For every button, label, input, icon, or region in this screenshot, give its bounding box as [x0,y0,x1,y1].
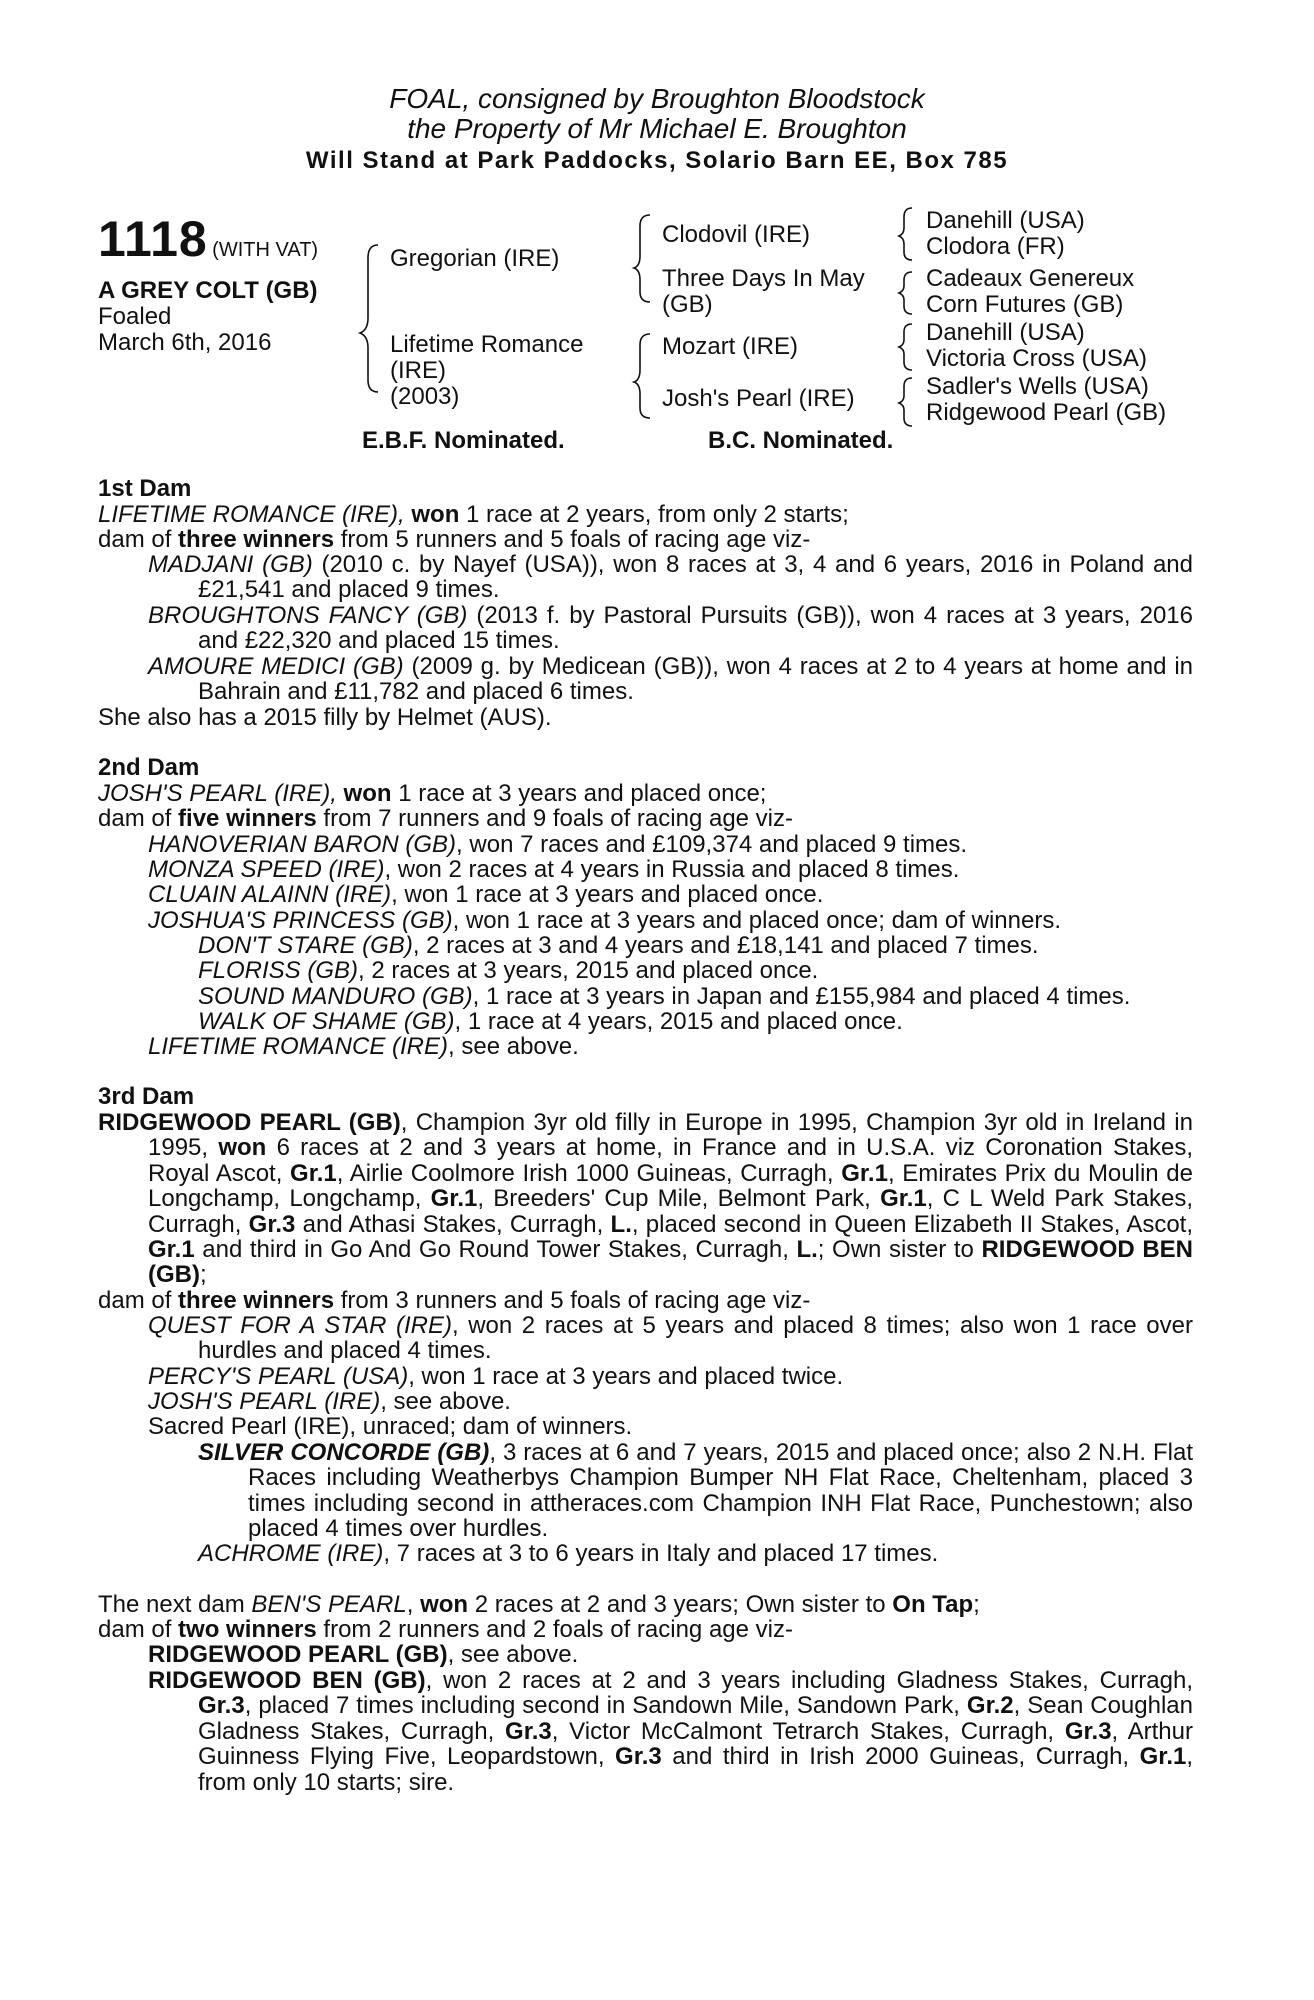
child-text: , won 2 races at 4 years in Russia and placed 8 times. [384,856,960,883]
bc-nominated: B.C. Nominated. [708,427,894,454]
third-dam-child-4: Sacred Pearl (IRE), unraced; dam of winners. [148,1413,633,1440]
child-name: CLUAIN ALAINN (IRE) [148,881,392,908]
sire-dam-line-1: Three Days In May [662,265,865,292]
lot-title: A GREY COLT (GB) [98,277,318,304]
winners-count: five winners [178,805,317,832]
header-line-3: Will Stand at Park Paddocks, Solario Barn EE, Box 785 [305,147,1009,174]
lot-vat: (WITH VAT) [212,239,319,261]
text: ; Own sister to [817,1236,982,1264]
second-dam-won: won [343,780,392,807]
second-dam-grandchild-3 [198,984,1130,1009]
child-name: LIFETIME ROMANCE (IRE) [148,1033,449,1060]
dam-dam: Josh's Pearl (IRE) [662,385,855,412]
winners-count: three winners [178,526,335,553]
grade: L. [610,1210,632,1238]
grade: Gr.1 [841,1159,888,1187]
grandchild-name: WALK OF SHAME (GB) [198,1008,455,1035]
child-text: , won 1 race at 3 years and placed once; dam of winners. [452,907,1061,934]
second-dam-grandchild-2 [198,958,818,983]
first-dam-progeny-1 [98,552,1193,603]
child-name: JOSHUA'S PRINCESS (GB) [148,907,453,934]
brace-mozart [899,324,912,370]
grade: Gr.1 [148,1236,195,1264]
text: and third in Irish 2000 Guineas, Curragh, [661,1743,1140,1771]
child-name: JOSH'S PEARL (IRE) [148,1388,381,1415]
dsd: Victoria Cross (USA) [926,345,1147,372]
main-brace [360,245,378,392]
brace-joshs-pearl [899,378,912,426]
grandchild-name: DON'T STARE (GB) [198,932,413,959]
second-dam-grandchild-4 [198,1009,903,1034]
second-dam-record-text: 1 race at 3 years and placed once; [391,780,767,807]
grade: Gr.3 [1064,1717,1112,1745]
grade: Gr.3 [198,1692,245,1720]
foaled-date: March 6th, 2016 [98,329,272,356]
sss: Danehill (USA) [926,207,1085,234]
text: , won 2 races at 2 and 3 years including Gladness Stakes, Curragh, [425,1667,1193,1694]
child-text: , won 7 races and £109,374 and placed 9 times. [456,831,968,858]
third-dam-child-3 [148,1389,511,1414]
grade: Gr.1 [290,1159,337,1187]
second-dam-child-2 [148,857,959,882]
first-dam-won: won [411,501,460,528]
progeny-name: AMOURE MEDICI (GB) [148,653,404,680]
won: won [420,1591,469,1618]
second-dam-heading: 2nd Dam [98,754,200,781]
winners-count: two winners [178,1616,317,1643]
child-name: RIDGEWOOD PEARL (GB) [148,1641,448,1668]
second-dam-grandchild-1 [198,933,1039,958]
own-sister: On Tap [892,1591,974,1618]
ebf-nominated: E.B.F. Nominated. [362,427,565,454]
text: , Sean Coughlan Gladness Stakes, Curragh, [198,1692,1193,1745]
sire-dam-line-2: (GB) [662,291,713,318]
grandchild-text: , 7 races at 3 to 6 years in Italy and placed 17 times. [383,1540,939,1567]
grandchild-text: , 3 races at 6 and 7 years, 2015 and placed once; also 2 N.H. Flat Races including Weatherbys Champion Bumper NH Flat Race, Cheltenham, placed 3 times including second in attheraces.com Champion INH Flat Race, Punchestown; also placed 4 times over hurdles. [248,1439,1193,1543]
second-dam-record [98,781,766,806]
progeny-text: (2013 f. by Pastoral Pursuits (GB)), won 4 races at 3 years, 2016 and £22,320 and placed 15 times. [198,602,1193,655]
dds: Sadler's Wells (USA) [926,373,1149,400]
text: ; [199,1261,207,1289]
dam-of-text: dam of [98,1287,179,1314]
child-name: RIDGEWOOD BEN (GB) [148,1667,426,1694]
grandchild-text: , 1 race at 4 years, 2015 and placed once. [454,1008,903,1035]
grandchild-text: , 2 races at 3 years, 2015 and placed once. [358,957,819,984]
grade: Gr.3 [248,1210,296,1238]
first-dam-record [98,502,849,527]
header-line-1: FOAL, consigned by Broughton Bloodstock [389,83,925,114]
third-dam-name: RIDGEWOOD PEARL (GB) [98,1109,401,1136]
third-dam-child-2 [148,1364,843,1389]
grandchild-name: FLORISS (GB) [198,957,359,984]
second-dam-dam-of [98,806,793,831]
dss: Danehill (USA) [926,319,1085,346]
second-dam-name: JOSH'S PEARL (IRE), [98,780,337,807]
first-dam-progeny-3 [98,654,1193,705]
next-dam-name: BEN'S PEARL [251,1591,407,1618]
third-dam-record [98,1110,1193,1288]
third-dam-heading: 3rd Dam [98,1083,195,1110]
child-text: , see above. [447,1641,579,1668]
text: , [406,1591,421,1618]
progeny-name: BROUGHTONS FANCY (GB) [148,602,468,629]
dam-line-2: (IRE) [390,357,446,384]
second-dam-child-5 [148,1034,579,1059]
text: 6 races at 2 and 3 years at home, in France and in U.S.A. viz Coronation Stakes, Royal Ascot, [148,1134,1193,1187]
grandchild-name: SOUND MANDURO (GB) [198,983,473,1010]
text: , from only 10 starts; sire. [198,1743,1194,1796]
next-dam-child-1 [148,1642,578,1667]
dam-line-3: (2003) [390,383,460,410]
third-dam-grandchild-2 [198,1541,938,1566]
own-sister: RIDGEWOOD BEN (GB) [148,1236,1194,1289]
brace-three-days [899,272,912,314]
grade: Gr.1 [880,1185,927,1213]
grade: Gr.3 [615,1743,662,1771]
child-name: QUEST FOR A STAR (IRE) [148,1312,452,1339]
foaled-label: Foaled [98,303,172,330]
first-dam-heading: 1st Dam [98,475,192,502]
sire-sire: Clodovil (IRE) [662,221,811,248]
sire: Gregorian (IRE) [390,245,560,272]
dam-line-1: Lifetime Romance [390,331,584,358]
first-dam-record-text: 1 race at 2 years, from only 2 starts; [459,501,849,528]
text: 2 races at 2 and 3 years; Own sister to [468,1591,893,1618]
second-dam-child-3 [148,882,823,907]
child-name: HANOVERIAN BARON (GB) [148,831,457,858]
third-dam-grandchild-1 [198,1440,1193,1542]
grandchild-text: , 2 races at 3 and 4 years and £18,141 and placed 7 times. [412,932,1039,959]
dam-of-rest: from 2 runners and 2 foals of racing age viz- [316,1616,793,1643]
text: , C L Weld Park Stakes, Curragh, [148,1185,1193,1238]
grandchild-name: ACHROME (IRE) [198,1540,384,1567]
sds: Cadeaux Genereux [926,265,1135,292]
grade: Gr.1 [430,1185,478,1213]
grade: Gr.2 [966,1692,1014,1720]
text: , Champion 3yr old filly in Europe in 1995, Champion 3yr old in Ireland in 1995, [148,1109,1193,1162]
ddd: Ridgewood Pearl (GB) [926,399,1167,426]
text: The next dam [98,1591,252,1618]
grade: Gr.3 [505,1717,552,1745]
dam-of-text: dam of [98,805,179,832]
text: and Athasi Stakes, Curragh, [295,1210,611,1238]
first-dam-also: She also has a 2015 filly by Helmet (AUS). [98,704,552,731]
text: , placed 7 times including second in Sandown Mile, Sandown Park, [244,1692,967,1720]
sire-brace [634,215,650,302]
child-text: , won 2 races at 5 years and placed 8 times; also won 1 race over hurdles and placed 4 times. [198,1312,1193,1365]
dam-of-text: dam of [98,1616,179,1643]
dam-of-rest: from 3 runners and 5 foals of racing age viz- [334,1287,811,1314]
first-dam-name: LIFETIME ROMANCE (IRE), [98,501,405,528]
sdd: Corn Futures (GB) [926,291,1124,318]
dam-brace [634,334,650,418]
text: , placed second in Queen Elizabeth II Stakes, Ascot, [631,1210,1194,1238]
third-dam-dam-of [98,1288,810,1313]
child-name: PERCY'S PEARL (USA) [148,1363,409,1390]
grandchild-name: SILVER CONCORDE (GB) [198,1439,490,1466]
text: ; [973,1591,980,1618]
winners-count: three winners [178,1287,335,1314]
text: , Arthur Guinness Flying Five, Leopardstown, [198,1717,1193,1771]
brace-clodovil [899,208,912,260]
child-name: MONZA SPEED (IRE) [148,856,385,883]
second-dam-child-4 [148,908,1061,933]
text: , Breeders' Cup Mile, Belmont Park, [477,1185,881,1213]
next-dam-dam-of [98,1617,793,1642]
third-dam-child-1 [98,1313,1193,1364]
header-line-2: the Property of Mr Michael E. Broughton [407,113,907,144]
progeny-name: MADJANI (GB) [148,551,313,578]
child-text: , won 1 race at 3 years and placed once. [391,881,824,908]
child-text: , see above. [448,1033,579,1060]
text: and third in Go And Go Round Tower Stakes, Curragh, [194,1236,797,1264]
next-dam-child-2 [98,1668,1193,1795]
text: , Airlie Coolmore Irish 1000 Guineas, Curragh, [336,1159,842,1187]
first-dam-progeny-2 [98,603,1193,654]
text: , Emirates Prix du Moulin de Longchamp, Longchamp, [148,1159,1193,1213]
dam-of-text: dam of [98,526,179,553]
dam-of-rest: from 7 runners and 9 foals of racing age viz- [316,805,794,832]
second-dam-child-1 [148,832,967,857]
grandchild-text: , 1 race at 3 years in Japan and £155,984 and placed 4 times. [472,983,1131,1010]
progeny-text: (2010 c. by Nayef (USA)), won 8 races at 3, 4 and 6 years, 2016 in Poland and £21,541 and placed 9 times. [198,551,1193,604]
dam-sire: Mozart (IRE) [662,333,799,360]
child-text: , see above. [380,1388,511,1415]
dam-of-rest: from 5 runners and 5 foals of racing age viz- [334,526,811,553]
first-dam-dam-of [98,527,810,552]
text: , Victor McCalmont Tetrarch Stakes, Curragh, [551,1717,1065,1745]
grade: Gr.1 [1139,1743,1187,1771]
progeny-text: (2009 g. by Medicean (GB)), won 4 races at 2 to 4 years at home and in Bahrain and £11,782 and placed 6 times. [198,653,1194,706]
won: won [218,1134,267,1162]
next-dam-record [98,1592,980,1617]
grade: L. [796,1236,818,1264]
ssd: Clodora (FR) [926,233,1065,260]
lot-number: 1118 [98,211,208,267]
child-text: , won 1 race at 3 years and placed twice. [408,1363,844,1390]
